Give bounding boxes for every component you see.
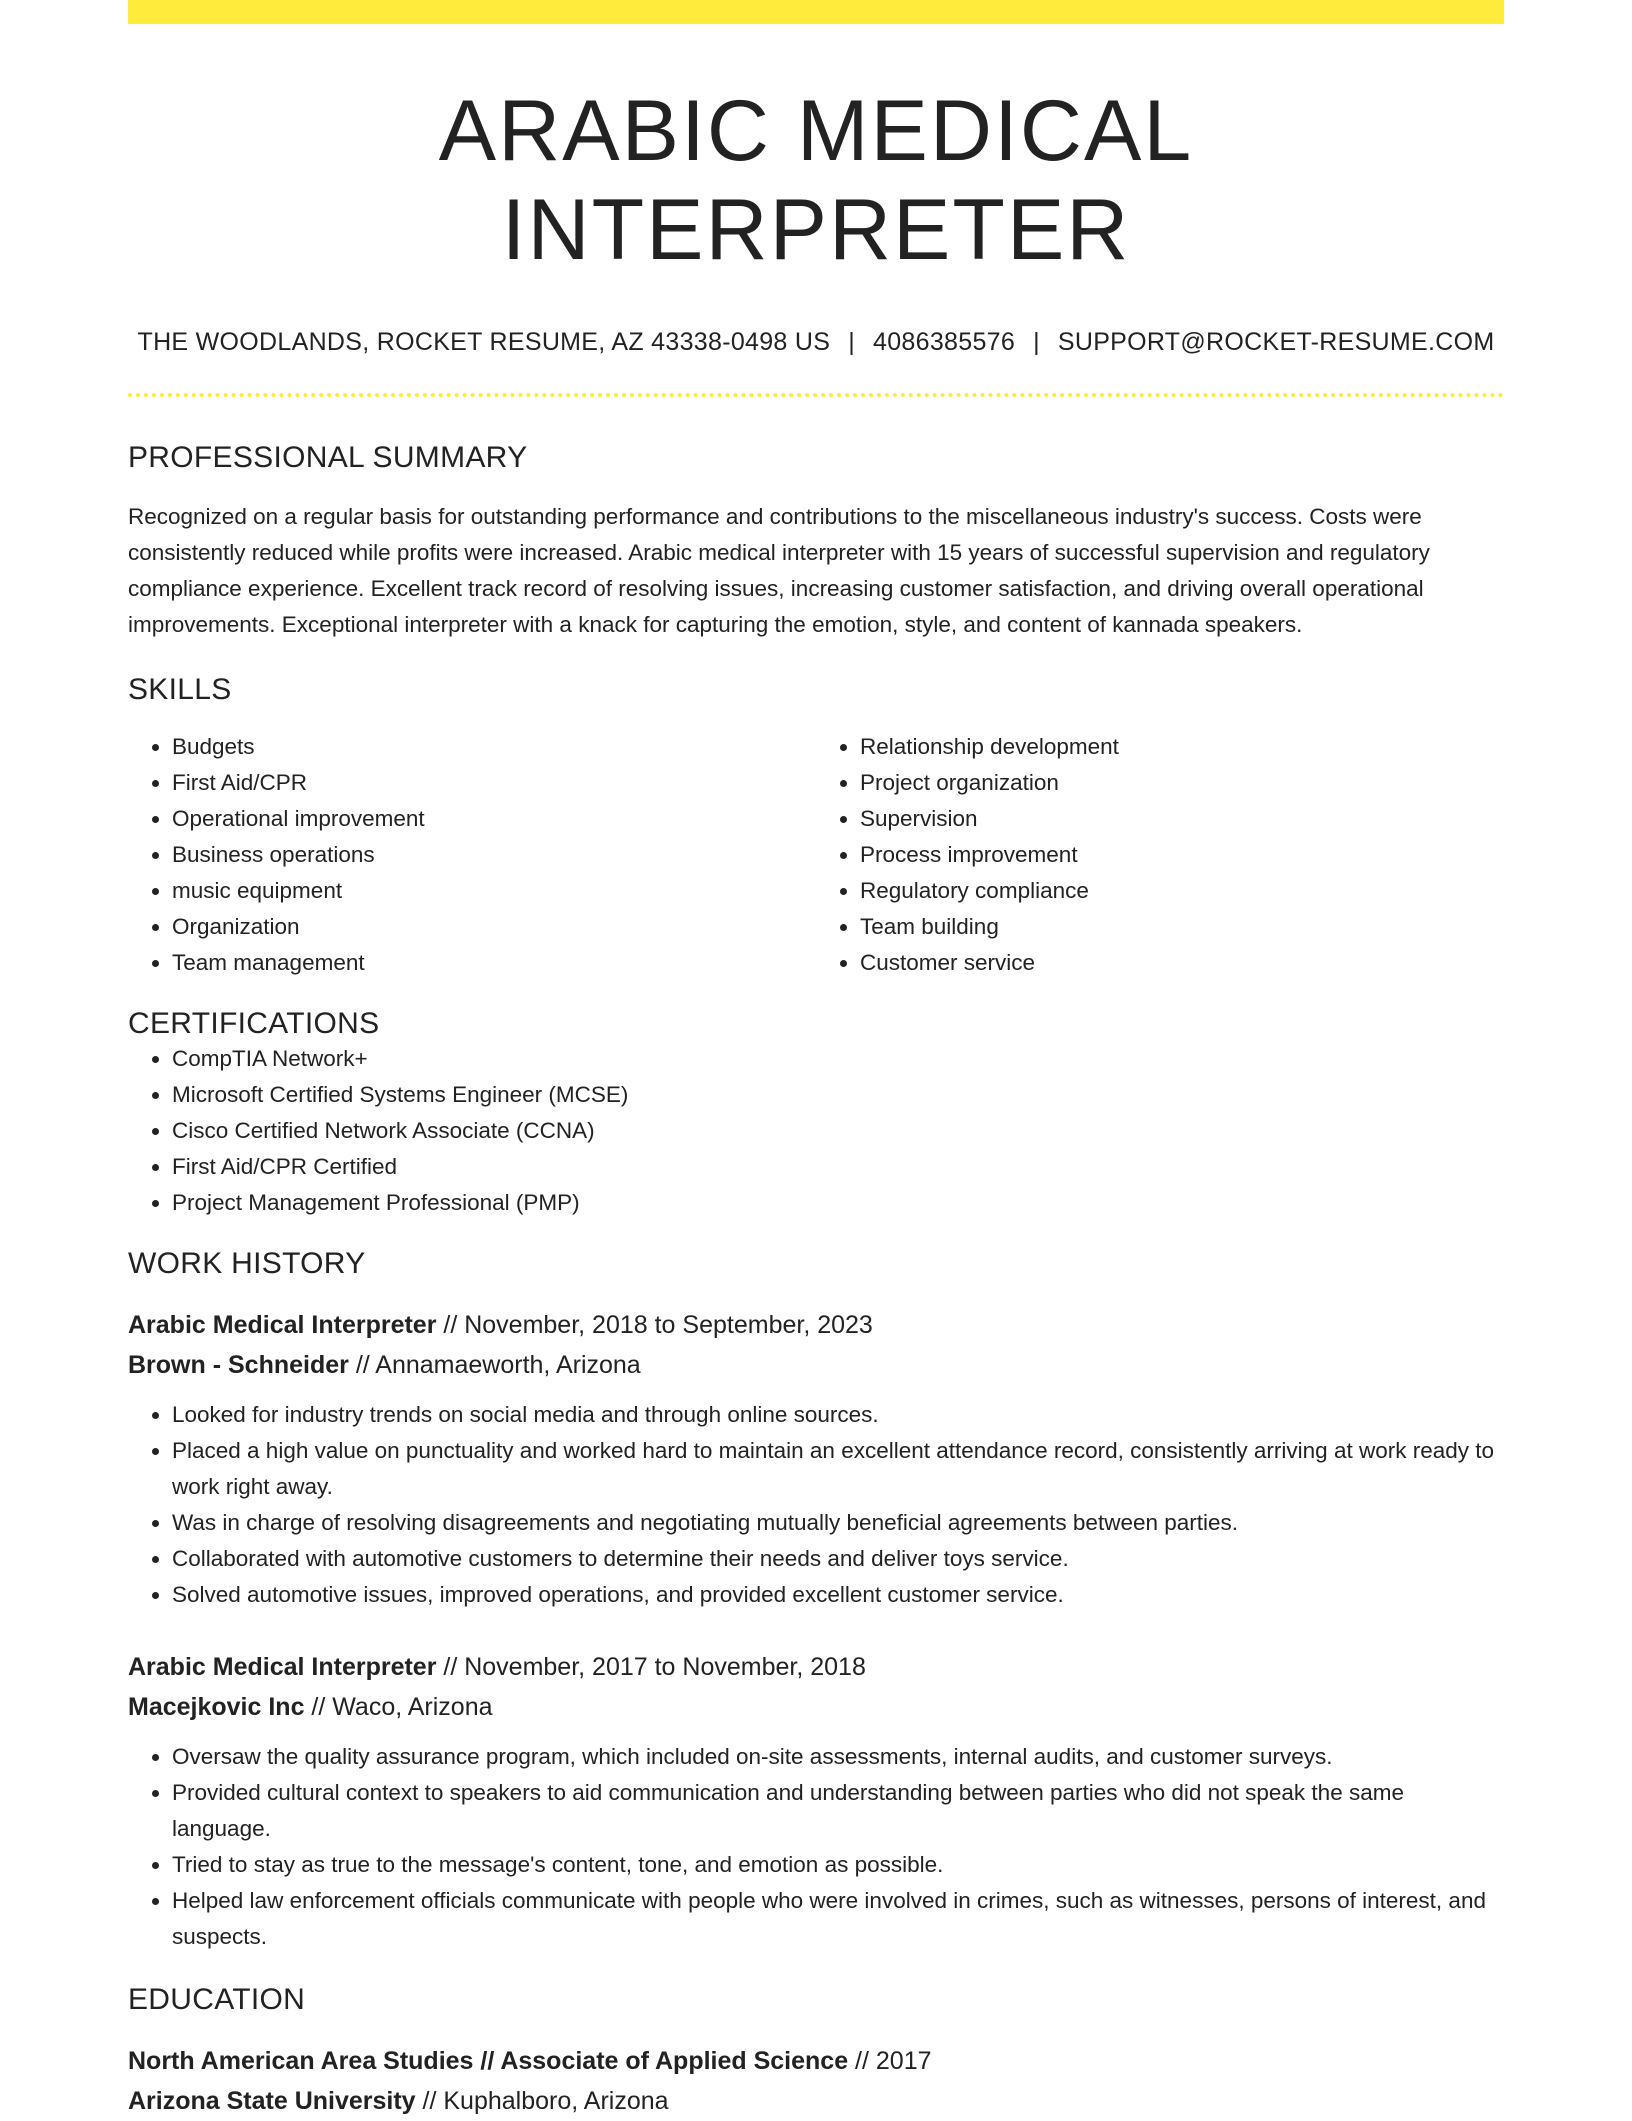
skills-list-left xyxy=(128,729,816,981)
summary-text: Recognized on a regular basis for outstanding performance and contributions to the miscellaneous industry's success. Costs were consistently reduced while profits were increased. Arabic medical interpreter with 15 years of successful supervision and regulatory compliance experience. Excellent track record of resolving issues, increasing customer satisfaction, and driving overall operational improvements. Exceptional interpreter with a knack for capturing the emotion, style, and content of kannada speakers. xyxy=(128,503,1430,637)
job-bullet: • Was in charge of resolving disagreements and negotiating mutually beneficial agreements between parties. xyxy=(172,1505,1504,1541)
education-school: Arizona State University xyxy=(128,2086,416,2115)
education-year: // 2017 xyxy=(848,2046,932,2075)
skill-item: • Business operations xyxy=(172,837,816,873)
resume-page xyxy=(128,0,1504,2121)
education-location: // Kuphalboro, Arizona xyxy=(415,2086,669,2115)
job-dates: // November, 2018 to September, 2023 xyxy=(436,1310,873,1339)
job-location: // Annamaeworth, Arizona xyxy=(348,1350,641,1379)
skills-heading: SKILLS xyxy=(128,672,232,706)
certification-item: • CompTIA Network+ xyxy=(172,1041,1504,1077)
skill-item: • Team building xyxy=(860,909,1504,945)
job-role: Arabic Medical Interpreter xyxy=(128,1310,437,1339)
job-bullets xyxy=(128,1739,1504,1955)
education-heading: EDUCATION xyxy=(128,1982,306,2016)
skills-grid xyxy=(128,729,1504,981)
skill-item: • Project organization xyxy=(860,765,1504,801)
work-history-heading: WORK HISTORY xyxy=(128,1246,366,1280)
job-bullet: • Placed a high value on punctuality and worked hard to maintain an excellent attendance record, consistently arriving at work ready to work right away. xyxy=(172,1433,1504,1505)
job-company: Macejkovic Inc xyxy=(128,1692,305,1721)
job-title-line xyxy=(128,1647,1504,1687)
contact-phone: 4086385576 xyxy=(873,327,1016,356)
job-location: // Waco, Arizona xyxy=(304,1692,493,1721)
page-title: ARABIC MEDICAL INTERPRETER xyxy=(438,83,1194,278)
certification-item: • Microsoft Certified Systems Engineer (MCSE) xyxy=(172,1077,1504,1113)
job-title-line xyxy=(128,1305,1504,1345)
contact-separator: | xyxy=(848,327,856,356)
skills-list-right xyxy=(816,729,1504,981)
job-bullet: • Looked for industry trends on social media and through online sources. xyxy=(172,1397,1504,1433)
skill-item: • Customer service xyxy=(860,945,1504,981)
skills-column-left xyxy=(128,729,816,981)
skill-item: • Budgets xyxy=(172,729,816,765)
skill-item: • music equipment xyxy=(172,873,816,909)
dotted-divider xyxy=(128,393,1504,397)
job-entry xyxy=(128,1647,1504,1955)
skill-item: • Team management xyxy=(172,945,816,981)
job-bullet: • Oversaw the quality assurance program, which included on-site assessments, internal audits, and customer surveys. xyxy=(172,1739,1504,1775)
skill-item: • Regulatory compliance xyxy=(860,873,1504,909)
certification-item: • Cisco Certified Network Associate (CCNA) xyxy=(172,1113,1504,1149)
job-bullet: • Collaborated with automotive customers to determine their needs and deliver toys service. xyxy=(172,1541,1504,1577)
education-degree-line xyxy=(128,2041,1504,2081)
job-dates: // November, 2017 to November, 2018 xyxy=(436,1652,866,1681)
contact-line xyxy=(128,328,1504,357)
summary-heading: PROFESSIONAL SUMMARY xyxy=(128,440,528,474)
skill-item: • First Aid/CPR xyxy=(172,765,816,801)
job-company-line xyxy=(128,1345,1504,1385)
skill-item: • Relationship development xyxy=(860,729,1504,765)
job-bullet: • Helped law enforcement officials communicate with people who were involved in crimes, such as witnesses, persons of interest, and suspects. xyxy=(172,1883,1504,1955)
job-entry xyxy=(128,1305,1504,1613)
certification-item: • First Aid/CPR Certified xyxy=(172,1149,1504,1185)
education-school-line xyxy=(128,2081,1504,2121)
education-degree: North American Area Studies // Associate of Applied Science xyxy=(128,2046,849,2075)
skill-item: • Operational improvement xyxy=(172,801,816,837)
job-bullet: • Solved automotive issues, improved operations, and provided excellent customer service. xyxy=(172,1577,1504,1613)
skill-item: • Process improvement xyxy=(860,837,1504,873)
job-company: Brown - Schneider xyxy=(128,1350,349,1379)
job-role: Arabic Medical Interpreter xyxy=(128,1652,437,1681)
skills-column-right xyxy=(816,729,1504,981)
certifications-heading: CERTIFICATIONS xyxy=(128,1006,380,1040)
skill-item: • Supervision xyxy=(860,801,1504,837)
certification-item: • Project Management Professional (PMP) xyxy=(172,1185,1504,1221)
job-bullets xyxy=(128,1397,1504,1613)
job-bullet: • Tried to stay as true to the message's content, tone, and emotion as possible. xyxy=(172,1847,1504,1883)
job-company-line xyxy=(128,1687,1504,1727)
contact-address: THE WOODLANDS, ROCKET RESUME, AZ 43338-0498 US xyxy=(137,327,831,356)
skill-item: • Organization xyxy=(172,909,816,945)
contact-separator: | xyxy=(1033,327,1040,356)
job-bullet: • Provided cultural context to speakers to aid communication and understanding between parties who did not speak the same language. xyxy=(172,1775,1504,1847)
contact-email: SUPPORT@ROCKET-RESUME.COM xyxy=(1057,327,1495,356)
top-accent-bar xyxy=(128,0,1504,24)
certifications-list xyxy=(128,1041,1504,1221)
education-entry xyxy=(128,2041,1504,2121)
